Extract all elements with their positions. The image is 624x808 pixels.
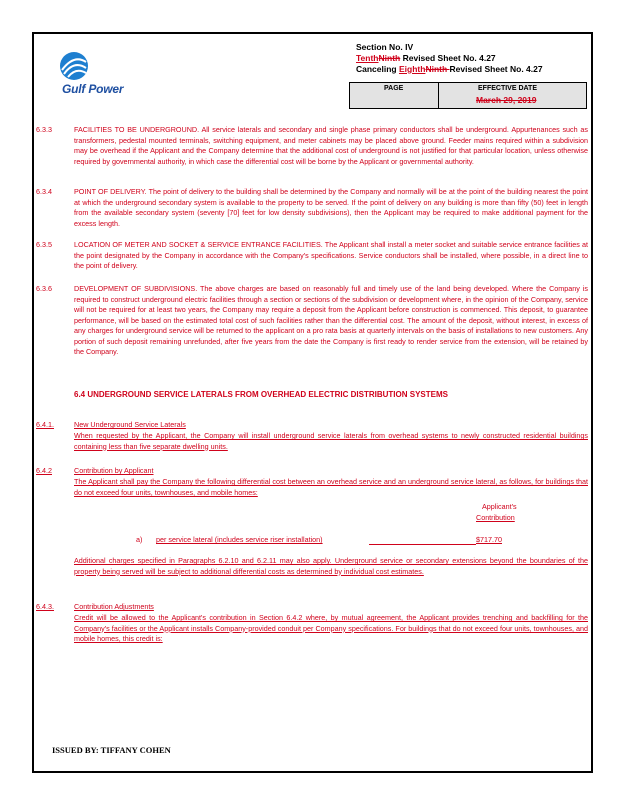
item-value: $717.70 [476,535,502,544]
cancel-rest: Revised Sheet No. 4.27 [449,64,543,74]
cancel-old: Ninth [425,64,450,74]
page-effective-box [349,82,587,109]
effective-date-label: EFFECTIVE DATE [478,85,537,92]
paragraph-text: DEVELOPMENT OF SUBDIVISIONS. The above charges are based on reasonably full and timely use of the land being developed. Where the Company is required to construct underground electric facilities through a section or sections of the subdivision or development where, in the opinion of the Company, service will not be required for at least two years, the Company may require a deposit from the Applicant before construction is commenced. This deposit, to guarantee performance, will be based on the estimated total cost of such facilities rather than the differential cost. The amount of the deposit, without interest, in excess of any charges for underground service will be returned to the applicant on a pro rata basis at quarterly intervals on the basis of installations to new customers. Any portion of such deposit remaining unrefunded, after five years from the date the Company is first ready to render service from the extension, will be retained by the Company. [74,284,588,356]
box-divider [438,83,439,108]
leader-line [369,544,476,545]
item-label: a) [136,535,143,544]
paragraph-text: POINT OF DELIVERY. The point of delivery to the building shall be determined by the Company and normally will be at the point of the building nearest the point at which the underground secondary system is available to the property to be served. If the point of delivery on any building is more than fifty (50) feet in length from the available secondary system (seventy [70] feet for low density subdivisions), then the Applicant may be required to make additional payment for the excess length. [74,187,588,228]
sheet-new: Tenth [356,53,379,63]
logo-text: Gulf Power [62,82,124,96]
paragraph-number: 6.3.6 [36,284,52,293]
col-header-2: Contribution [476,513,515,522]
section-text: Credit will be allowed to the Applicant's contribution in Section 6.4.2 where, by mutual agreement, the Applicant provides trenching and backfilling for the Company's facilities or the Applicant installs Company-provided conduit per Company specifications. For buildings that do not exceed four units, townhouses, and mobile homes, this credit is: [74,613,588,643]
col-header-1: Applicant's [482,502,517,511]
sheet-line [356,53,496,63]
section-text: The Applicant shall pay the Company the following differential cost between an overhead service and an underground service lateral, as follows, for buildings that do not exceed four units, townhouses, and mobile homes: [74,477,588,497]
section-note: Additional charges specified in Paragraphs 6.2.10 and 6.2.11 may also apply. Underground service or secondary extensions beyond the boundaries of the property being served will be subject to additional differential costs as determined by individual cost estimates. [74,556,588,576]
item-text: per service lateral (includes service riser installation) [156,535,323,544]
section-heading: Contribution Adjustments [74,602,154,611]
paragraph-number: 6.3.3 [36,125,52,134]
sheet-old: Ninth [378,53,401,63]
section-heading: New Underground Service Laterals [74,420,186,429]
cancel-prefix: Canceling [356,64,399,74]
sheet-rest: Revised Sheet No. 4.27 [400,53,496,63]
paragraph-number: 6.3.4 [36,187,52,196]
effective-date: March 29, 2019 [476,95,537,105]
section-number: 6.4.1. [36,420,54,429]
paragraph-text: FACILITIES TO BE UNDERGROUND. All service laterals and secondary and single phase primary conductors shall be underground. Appurtenances such as transformers, pedestal mounted terminals, switching equipment, and meter cabinets may be placed above ground. Feeder mains required within a subdivision may be overhead if the Applicant and the Company determine that the additional cost of underground is not justified for that particular location, unless otherwise required by governmental authority, in which case the differential cost will be borne by the Applicant or governmental authority. [74,125,588,166]
section-number: 6.4.2 [36,466,52,475]
cancel-new: Eighth [398,64,426,74]
gulf-power-logo-icon [44,48,164,108]
section-text: When requested by the Applicant, the Company will install underground service laterals from overhead systems to newly constructed residential buildings containing less than five separate dwelling units. [74,431,588,451]
section-number: Section No. IV [356,42,414,52]
section-number: 6.4.3. [36,602,54,611]
paragraph-text: LOCATION OF METER AND SOCKET & SERVICE ENTRANCE FACILITIES. The Applicant shall install a meter socket and suitable service entrance facilities at the point designated by the Company in accordance with the Company's specifications. Service conductors shall be installed, where possible, in a direct line to the point of delivery. [74,240,588,270]
paragraph-number: 6.3.5 [36,240,52,249]
section-heading: Contribution by Applicant [74,466,154,475]
issued-by: ISSUED BY: TIFFANY COHEN [52,745,171,755]
canceling-line [356,64,543,74]
page-label: PAGE [384,85,404,92]
section-title: 6.4 UNDERGROUND SERVICE LATERALS FROM OVERHEAD ELECTRIC DISTRIBUTION SYSTEMS [74,390,448,399]
